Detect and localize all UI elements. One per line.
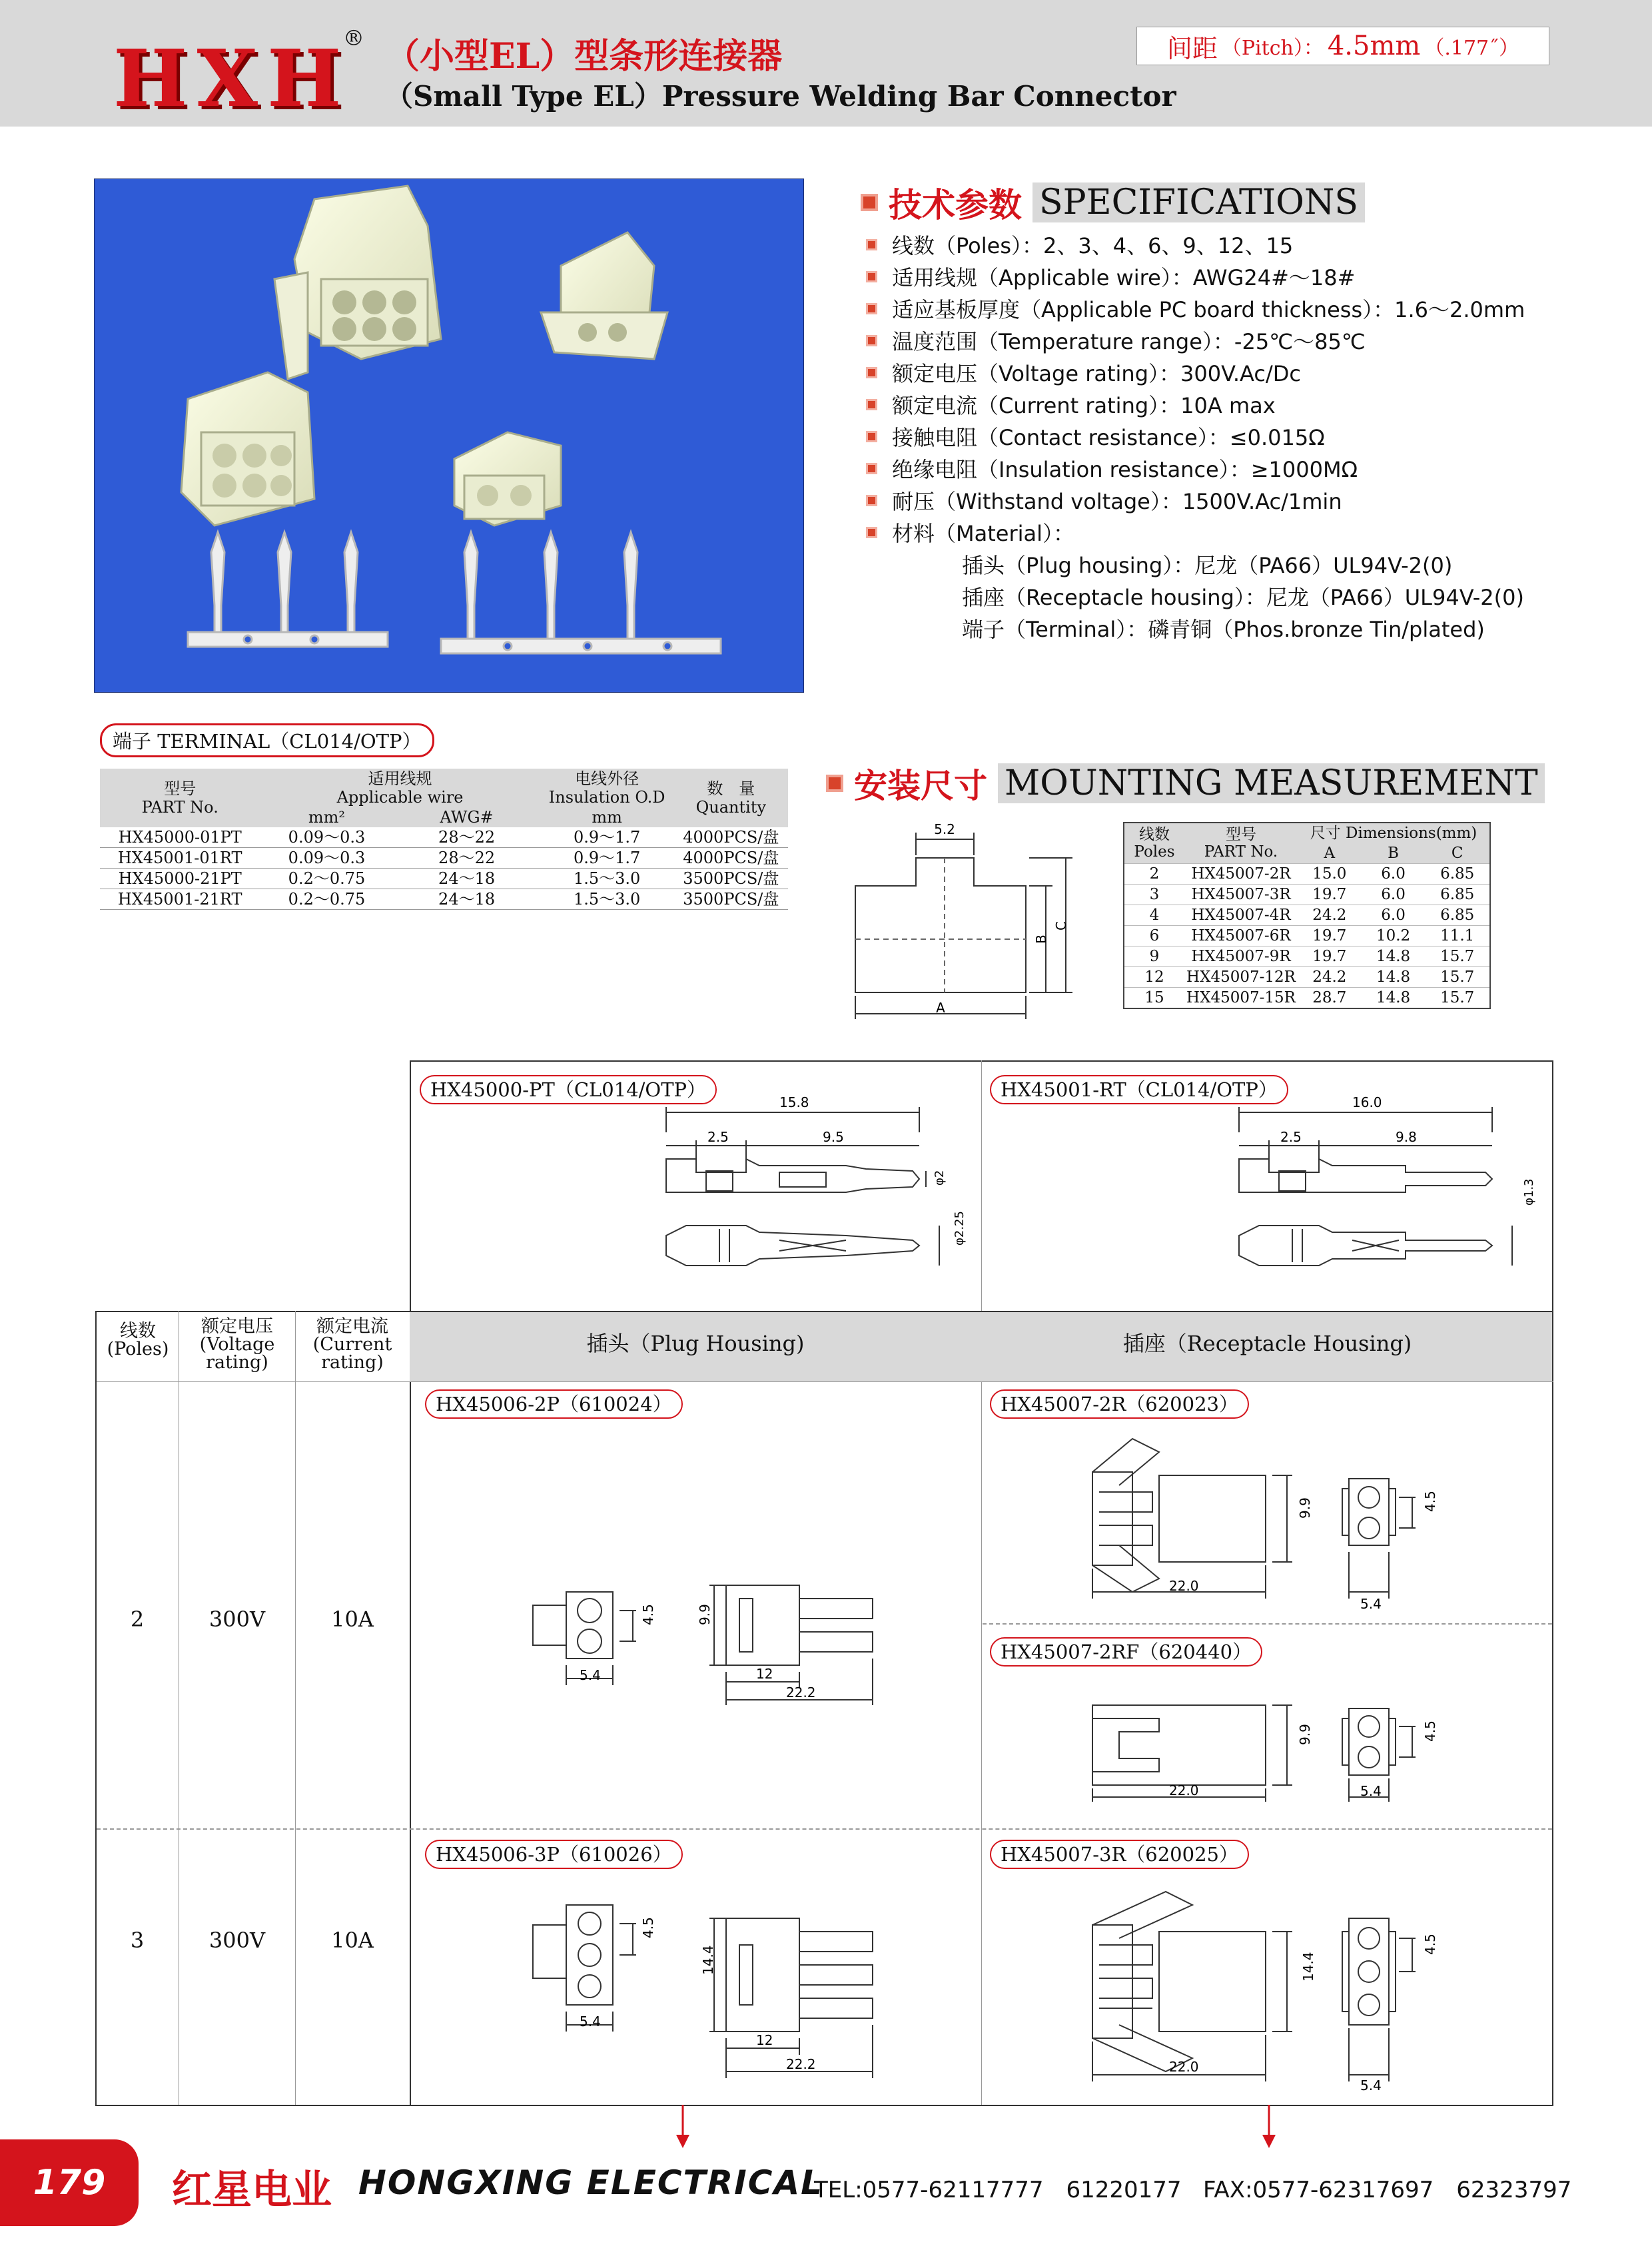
- pitch-label: （Pitch）：: [1221, 37, 1324, 60]
- dim-a-label: A: [936, 1000, 945, 1016]
- dimensions-table: [1123, 822, 1491, 1009]
- spec-text: 温度范围（Temperature range）：-25℃～85℃: [892, 329, 1366, 354]
- grid-line: [410, 1060, 411, 2105]
- table-row: 3 HX45007-3R 19.7 6.0 6.85: [1124, 885, 1490, 905]
- bullet-square-icon: [861, 194, 878, 211]
- rt-terminal-label: HX45001-RT（CL014/OTP）: [990, 1075, 1288, 1104]
- table-row: 6 HX45007-6R 19.7 10.2 11.1: [1124, 926, 1490, 946]
- col-poles: 线数 Poles: [1134, 826, 1175, 861]
- spec-text: 额定电压（Voltage rating）：300V.Ac/Dc: [892, 361, 1301, 386]
- spec-row: [866, 325, 1366, 356]
- dim-c-label: C: [1053, 921, 1069, 931]
- plug-3p-drawing: [526, 1878, 899, 2091]
- col-a: A: [1324, 845, 1336, 862]
- row2-voltage: 300V: [208, 1928, 266, 1953]
- rt-dia1: φ1.3: [1522, 1178, 1536, 1206]
- svg-text:5.4: 5.4: [1360, 1596, 1382, 1612]
- mounting-heading: [826, 759, 1545, 807]
- large-receptacle-image: [274, 186, 441, 379]
- connector-photo-illustration: [95, 179, 803, 692]
- svg-text:22.2: 22.2: [786, 1684, 816, 1700]
- pt-terminal-label: HX45000-PT（CL014/OTP）: [420, 1075, 717, 1104]
- pitch-value: 4.5mm: [1327, 31, 1421, 61]
- small-plug-image: [454, 432, 561, 526]
- pt-terminal-drawing: [646, 1092, 967, 1292]
- svg-text:22.2: 22.2: [786, 2056, 816, 2072]
- header-plug: 插头（Plug Housing): [586, 1331, 805, 1356]
- spec-row: [866, 261, 1355, 292]
- spec-row: [866, 293, 1525, 324]
- row2-poles: 3: [130, 1928, 145, 1953]
- svg-text:9.9: 9.9: [697, 1604, 713, 1625]
- spec-row: [866, 453, 1358, 484]
- arrow-down-icon: [1259, 2105, 1279, 2151]
- footer-fax: FAX:0577-62317697 62323797: [1203, 2177, 1572, 2203]
- small-receptacle-image: [541, 232, 667, 359]
- receptacle-2rf-drawing: [1079, 1692, 1452, 1805]
- svg-text:12: 12: [756, 2032, 773, 2048]
- row-divider: [97, 1828, 1552, 1830]
- receptacle-3r-drawing: [1079, 1878, 1452, 2091]
- grid-line: [295, 1311, 296, 2105]
- bullet-icon: [866, 527, 877, 538]
- col-part: 型号 PART No.: [141, 779, 218, 817]
- material-row: 插座（Receptacle housing）：尼龙（PA66）UL94V-2(0): [962, 585, 1524, 610]
- dim-b-label: B: [1033, 934, 1049, 944]
- spec-row: [866, 357, 1301, 388]
- col-dim: 尺寸 Dimensions(mm): [1310, 825, 1477, 842]
- spec-text: 材料（Material）：: [892, 521, 1075, 546]
- terminal-strip-right-image: [441, 532, 721, 653]
- product-photo: [94, 179, 804, 693]
- footer-brand-en: HONGXING ELECTRICAL: [358, 2163, 824, 2202]
- material-row: 插头（Plug housing）：尼龙（PA66）UL94V-2(0): [962, 553, 1453, 578]
- svg-text:22.0: 22.0: [1169, 2059, 1199, 2075]
- svg-text:5.4: 5.4: [580, 1667, 601, 1683]
- svg-text:14.4: 14.4: [1300, 1952, 1316, 1982]
- svg-text:9.9: 9.9: [1297, 1724, 1313, 1745]
- pt-total-length: 15.8: [779, 1094, 809, 1110]
- material-row: 端子（Terminal）：磷青铜（Phos.bronze Tin/plated): [962, 617, 1485, 642]
- mounting-title-zh: 安装尺寸: [854, 767, 987, 805]
- table-row: HX45000-21PT 0.2～0.75 24～18 1.5～3.0 3500PCS/盘: [100, 869, 788, 889]
- svg-text:22.0: 22.0: [1169, 1782, 1199, 1798]
- spec-row: [866, 485, 1342, 516]
- spec-text: 接触电阻（Contact resistance）：≤0.015Ω: [892, 425, 1325, 450]
- header-voltage: 额定电压 (Voltage rating): [199, 1316, 275, 1373]
- pitch-box: [1136, 27, 1549, 65]
- header-poles: 线数 (Poles): [107, 1321, 169, 1359]
- svg-text:22.0: 22.0: [1169, 1578, 1199, 1594]
- col-part: 型号 PART No.: [1204, 826, 1278, 861]
- col-qty: 数 量 Quantity: [695, 779, 767, 817]
- row-divider: [983, 1623, 1552, 1625]
- specifications-heading: [861, 179, 1365, 226]
- svg-text:5.4: 5.4: [1360, 2077, 1382, 2093]
- dim-top-label: 5.2: [934, 821, 955, 837]
- table-row: HX45001-21RT 0.2～0.75 24～18 1.5～3.0 3500PCS/盘: [100, 889, 788, 910]
- col-mm2: mm²: [308, 808, 346, 827]
- svg-text:5.4: 5.4: [1360, 1783, 1382, 1799]
- brand-logo: HXH: [113, 32, 351, 125]
- specifications-title-en: SPECIFICATIONS: [1032, 183, 1365, 222]
- bullet-icon: [866, 335, 877, 346]
- rt-total-length: 16.0: [1352, 1094, 1382, 1110]
- plug-2p-drawing: [526, 1572, 899, 1718]
- spec-text: 线数（Poles）：2、3、4、6、9、12、15: [892, 233, 1294, 258]
- pt-d1: 2.5: [707, 1129, 729, 1145]
- page-title-zh: （小型EL）型条形连接器: [385, 36, 783, 77]
- table-row: 9 HX45007-9R 19.7 14.8 15.7: [1124, 946, 1490, 967]
- pt-dia2: φ2.25: [953, 1211, 967, 1246]
- col-awg: AWG#: [440, 808, 494, 827]
- table-row: HX45000-01PT 0.09～0.3 28～22 0.9～1.7 4000PCS/盘: [100, 827, 788, 848]
- spec-text: 耐压（Withstand voltage）：1500V.Ac/1min: [892, 489, 1342, 514]
- header-current: 额定电流 (Current rating): [312, 1316, 392, 1373]
- pt-dia1: φ2: [933, 1170, 947, 1186]
- col-b: B: [1388, 845, 1399, 862]
- receptacle-2r-label: HX45007-2R（620023）: [990, 1389, 1249, 1419]
- footer-tel: TEL:0577-62117777 61220177: [814, 2177, 1182, 2203]
- grid-line: [95, 2105, 1553, 2106]
- registered-mark: ®: [343, 25, 364, 51]
- grid-line: [981, 1060, 982, 2105]
- specifications-title-zh: 技术参数: [889, 186, 1022, 224]
- plug-2p-label: HX45006-2P（610024）: [425, 1389, 683, 1419]
- col-wire: 适用线规 Applicable wire: [336, 769, 464, 807]
- bullet-icon: [866, 303, 877, 314]
- svg-text:4.5: 4.5: [1422, 1934, 1438, 1955]
- row1-voltage: 300V: [208, 1607, 266, 1632]
- row2-current: 10A: [331, 1928, 374, 1953]
- spec-text: 适用线规（Applicable wire）：AWG24#～18#: [892, 265, 1356, 290]
- pt-d2: 9.5: [823, 1129, 844, 1145]
- bullet-icon: [866, 399, 877, 410]
- svg-text:4.5: 4.5: [1422, 1720, 1438, 1742]
- mounting-title-en: MOUNTING MEASUREMENT: [998, 763, 1545, 803]
- receptacle-3r-label: HX45007-3R（620025）: [990, 1840, 1249, 1869]
- table-row: HX45001-01RT 0.09～0.3 28～22 0.9～1.7 4000PCS/盘: [100, 848, 788, 869]
- bullet-icon: [866, 271, 877, 282]
- bullet-icon: [866, 367, 877, 378]
- svg-text:4.5: 4.5: [1422, 1491, 1438, 1512]
- table-row: 12 HX45007-12R 24.2 14.8 15.7: [1124, 967, 1490, 988]
- receptacle-2rf-label: HX45007-2RF（620440）: [990, 1637, 1262, 1667]
- page-title-en: （Small Type EL）Pressure Welding Bar Connector: [385, 80, 1176, 113]
- bullet-icon: [866, 463, 877, 474]
- svg-text:4.5: 4.5: [640, 1917, 656, 1938]
- grid-line: [1552, 1060, 1553, 2105]
- spec-row: [866, 421, 1325, 452]
- svg-text:5.4: 5.4: [580, 2014, 601, 2030]
- col-mm: mm: [592, 808, 622, 827]
- bullet-square-icon: [826, 775, 843, 792]
- rt-terminal-drawing: [1219, 1092, 1536, 1292]
- spec-text: 绝缘电阻（Insulation resistance）：≥1000MΩ: [892, 457, 1358, 482]
- spec-row: [866, 229, 1293, 260]
- rt-d1: 2.5: [1280, 1129, 1302, 1145]
- col-c: C: [1451, 845, 1463, 862]
- arrow-down-icon: [673, 2105, 693, 2151]
- terminal-table: [100, 769, 788, 910]
- spec-text: 适应基板厚度（Applicable PC board thickness）：1.6～2.0mm: [892, 297, 1525, 322]
- footer-brand-zh: 红星电业: [172, 2167, 332, 2213]
- svg-text:9.9: 9.9: [1297, 1497, 1313, 1519]
- svg-text:4.5: 4.5: [640, 1604, 656, 1625]
- header-receptacle: 插座（Receptacle Housing): [1122, 1331, 1412, 1356]
- pitch-inch: （.177˝）: [1424, 37, 1519, 60]
- bullet-icon: [866, 495, 877, 506]
- spec-row: [866, 389, 1276, 420]
- spec-row: [866, 517, 1074, 548]
- plug-3p-label: HX45006-3P（610026）: [425, 1840, 683, 1869]
- rt-d2: 9.8: [1396, 1129, 1417, 1145]
- table-row: 15 HX45007-15R 28.7 14.8 15.7: [1124, 988, 1490, 1009]
- receptacle-2r-drawing: [1079, 1425, 1452, 1612]
- col-od: 电线外径 Insulation O.D: [548, 769, 665, 807]
- bullet-icon: [866, 239, 877, 250]
- large-plug-image: [181, 372, 314, 526]
- spec-text: 额定电流（Current rating）：10A max: [892, 393, 1276, 418]
- row1-current: 10A: [331, 1607, 374, 1632]
- mounting-drawing: [846, 819, 1086, 1026]
- terminal-strip-left-image: [188, 532, 388, 647]
- terminal-label: 端子 TERMINAL（CL014/OTP）: [100, 723, 434, 757]
- svg-text:12: 12: [756, 1666, 773, 1682]
- pitch-zh: 间距: [1166, 33, 1218, 63]
- grid-line: [95, 1311, 97, 2105]
- row1-poles: 2: [130, 1607, 145, 1632]
- grid-line: [95, 1381, 1553, 1382]
- table-row: 2 HX45007-2R 15.0 6.0 6.85: [1124, 864, 1490, 885]
- bullet-icon: [866, 431, 877, 442]
- svg-text:14.4: 14.4: [700, 1945, 716, 1975]
- table-row: 4 HX45007-4R 24.2 6.0 6.85: [1124, 905, 1490, 926]
- page-number: 179: [0, 2139, 139, 2226]
